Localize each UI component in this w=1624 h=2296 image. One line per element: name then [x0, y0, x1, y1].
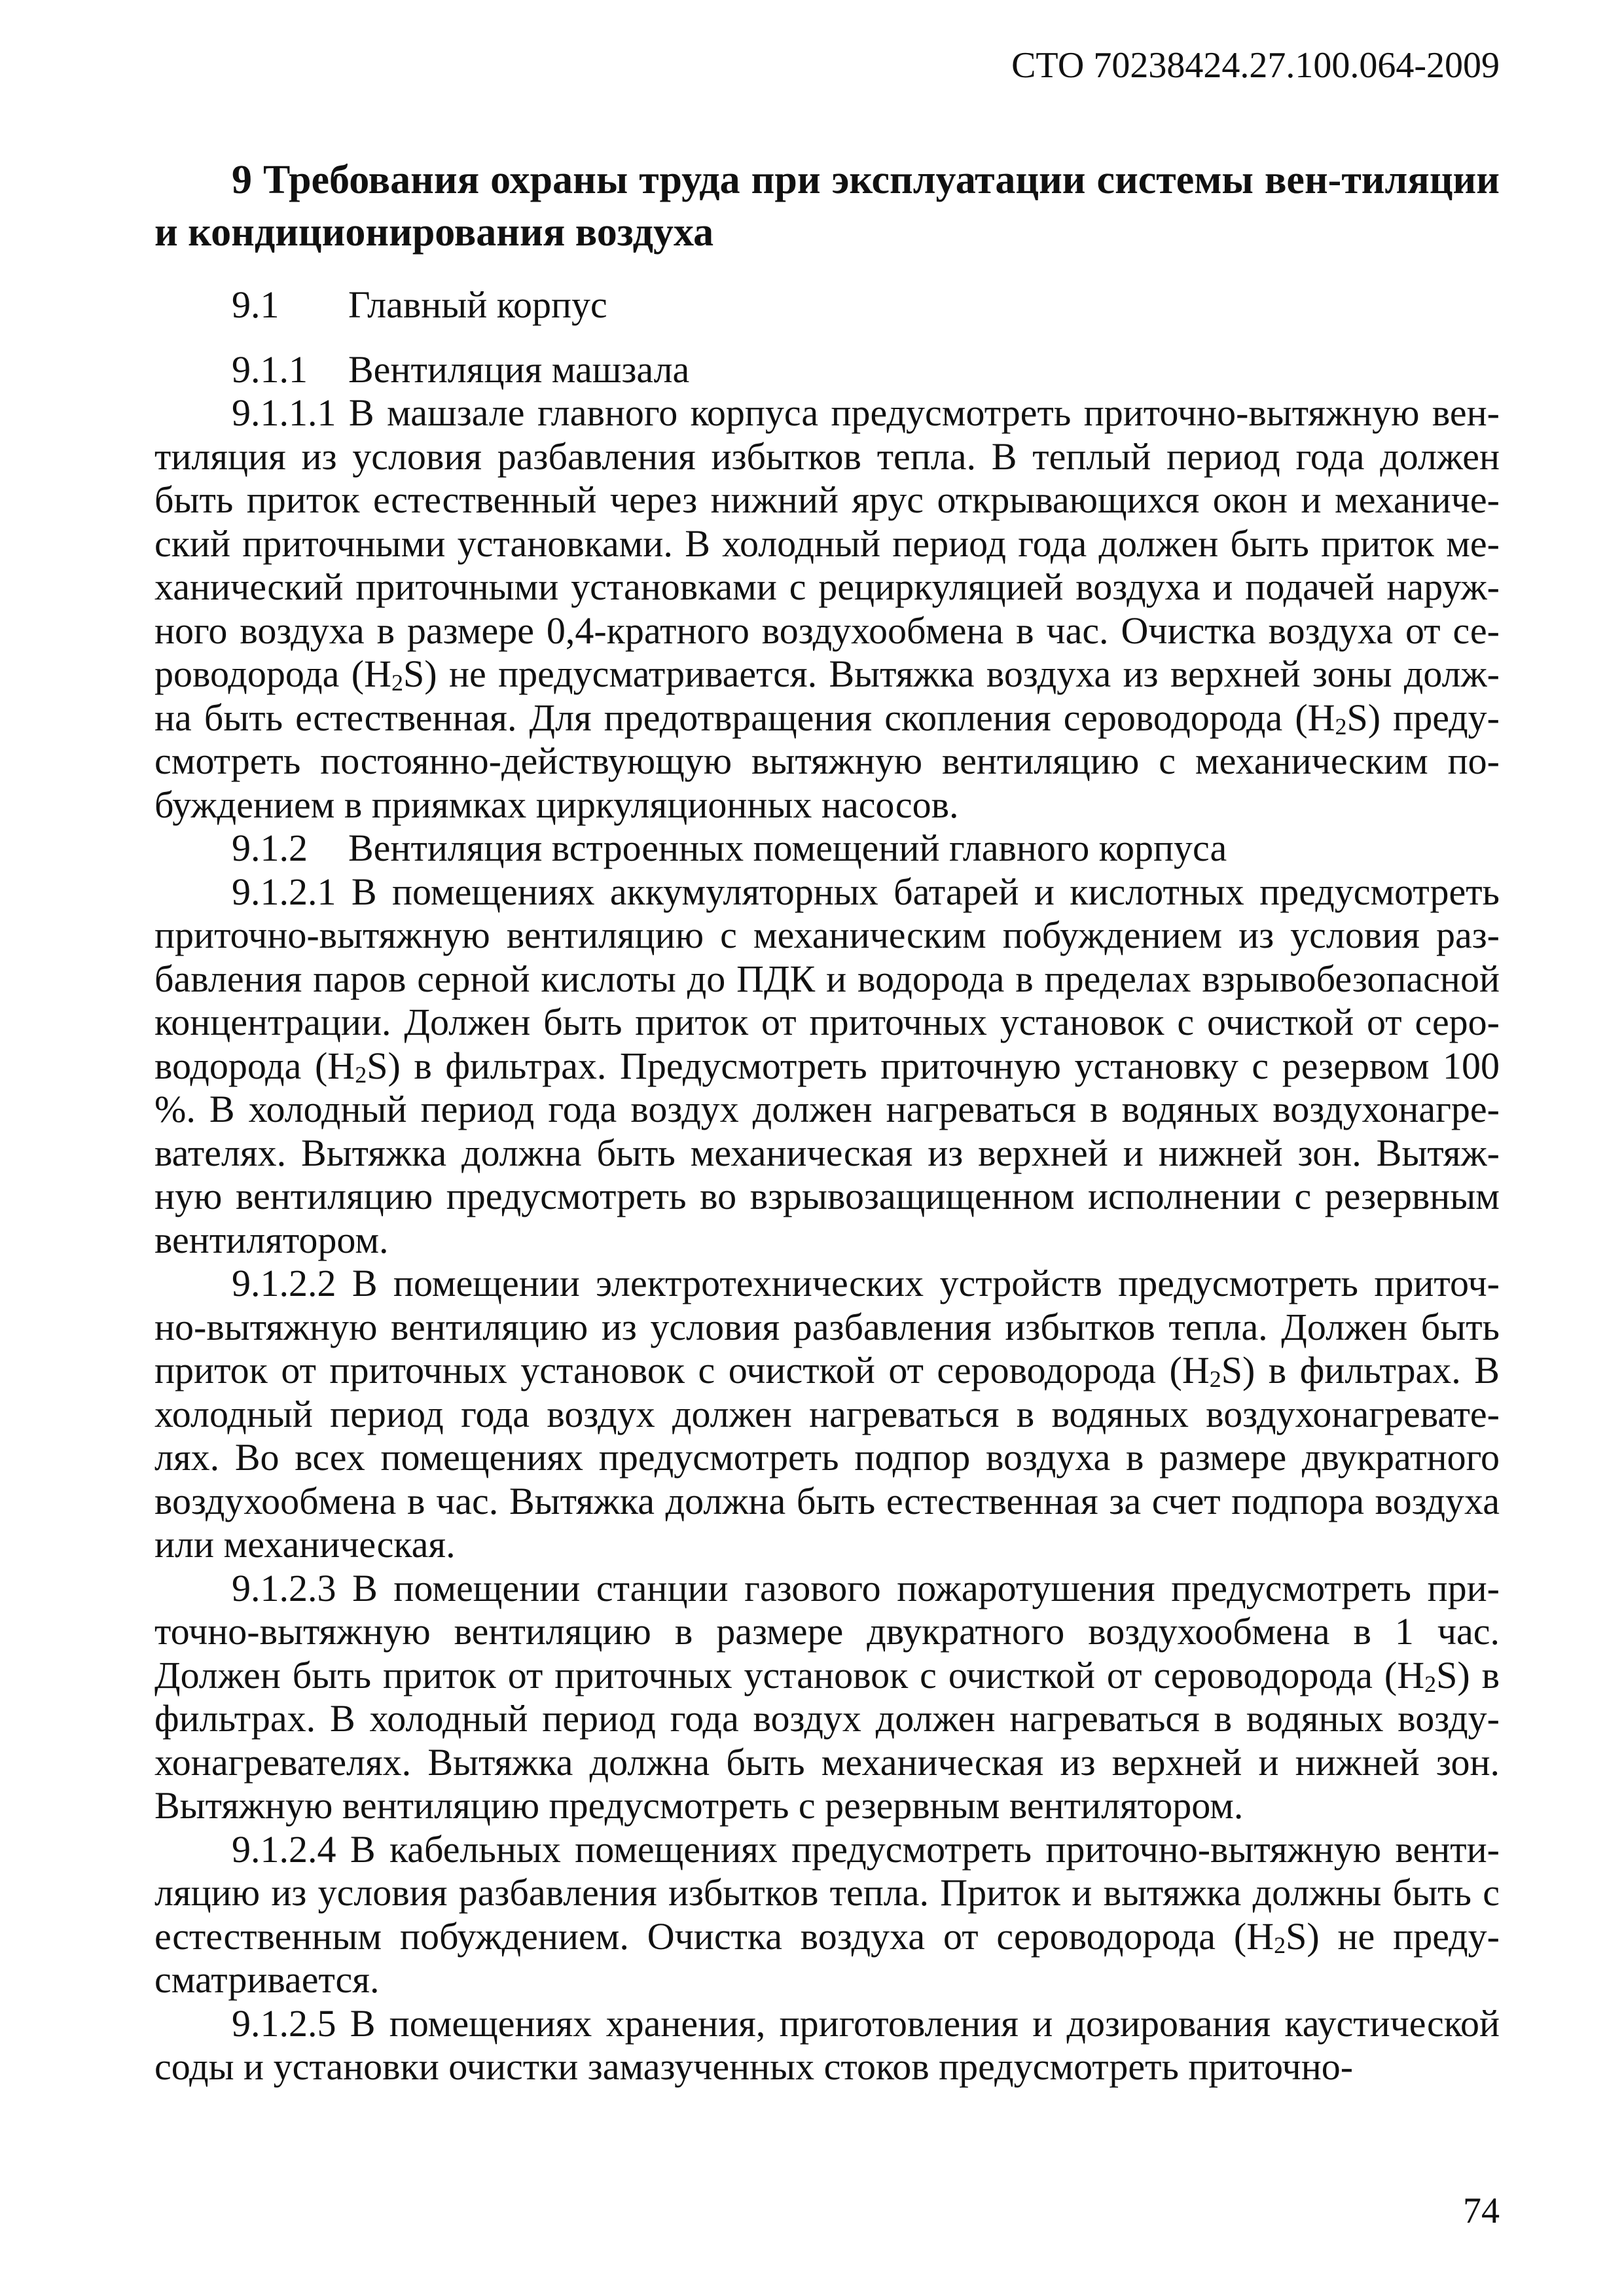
- paragraph-9-1-1-1-part-c: S) преду-смотреть постоянно-действующую вытяжную вентиляцию с механическим по-буждением в приямках циркуляционных насосов.: [154, 696, 1500, 826]
- paragraph-9-1-1-1: [154, 391, 1500, 827]
- paragraph-9-1-2-3: [154, 1567, 1500, 1828]
- heading-9-1-1: [154, 348, 1500, 392]
- heading-9-1-2-number: 9.1.2: [232, 827, 308, 869]
- subscript: 2: [1209, 1366, 1221, 1392]
- paragraph-9-1-2-2: [154, 1262, 1500, 1567]
- subscript: 2: [1274, 1931, 1286, 1958]
- subscript: 2: [1335, 713, 1347, 740]
- heading-9-1-1-number: 9.1.1: [232, 348, 308, 391]
- heading-9-1-2: [154, 827, 1500, 870]
- paragraph-9-1-2-4: [154, 1828, 1500, 2002]
- heading-9-1-2-text: Вентиляция встроенных помещений главного корпуса: [348, 827, 1227, 869]
- paragraph-9-1-2-1-part-a: 9.1.2.1 В помещениях аккумуляторных батарей и кислотных предусмотреть приточно-вытяжную вентиляцию с механическим побуждением из условия раз-бавления паров серной кислоты до ПДК и водорода в пределах взрывобезопасной концентрации. Должен быть приток от приточных установок с очисткой от серо-водорода (H: [154, 870, 1500, 1087]
- section-title: 9 Требования охраны труда при эксплуатации системы вен-тиляции и кондиционирования воздуха: [154, 158, 1500, 255]
- page-content: [154, 154, 1500, 2089]
- document-code: СТО 70238424.27.100.064-2009: [1011, 45, 1500, 86]
- paragraph-9-1-2-5-part-a: 9.1.2.5 В помещениях хранения, приготовления и дозирования каустической соды и установки очистки замазученных стоков предусмотреть приточно-: [154, 2001, 1500, 2088]
- subscript: 2: [391, 670, 403, 696]
- page-number: 74: [1463, 2191, 1500, 2231]
- paragraph-9-1-2-1: [154, 870, 1500, 1263]
- paragraph-9-1-2-4-part-a: 9.1.2.4 В кабельных помещениях предусмотреть приточно-вытяжную венти-ляцию из условия разбавления избытков тепла. Приток и вытяжка должны быть с естественным побуждением. Очистка воздуха от сероводорода (H: [154, 1827, 1500, 1958]
- subscript: 2: [355, 1061, 367, 1088]
- paragraph-9-1-2-4-part-b: S) не преду-сматривается.: [154, 1914, 1500, 2001]
- subscript: 2: [1424, 1670, 1437, 1697]
- paragraph-9-1-2-3-part-a: 9.1.2.3 В помещении станции газового пожаротушения предусмотреть при-точно-вытяжную вентиляцию в размере двукратного воздухообмена в 1 час. Должен быть приток от приточных установок с очисткой от сероводорода (H: [154, 1566, 1500, 1696]
- paragraph-9-1-1-1-part-b: S) не предусматривается. Вытяжка воздуха из верхней зоны долж-на быть естественная. Для предотвращения скопления сероводорода (H: [154, 653, 1500, 739]
- heading-9-1: [154, 283, 1500, 327]
- paragraph-9-1-2-5: [154, 2002, 1500, 2089]
- paragraph-9-1-1-1-part-a: 9.1.1.1 В машзале главного корпуса предусмотреть приточно-вытяжную вен-тиляция из условия разбавления избытков тепла. В теплый период года должен быть приток естественный через нижний ярус открывающихся окон и механиче-ский приточными установками. В холодный период года должен быть приток ме-ханический приточными установками с рециркуляцией воздуха и подачей наруж-ного воздуха в размере 0,4-кратного воздухообмена в час. Очистка воздуха от се-роводорода (H: [154, 391, 1500, 695]
- paragraph-9-1-2-3-part-b: S) в фильтрах. В холодный период года воздух должен нагреваться в водяных возду-хонагревателях. Вытяжка должна быть механическая из верхней и нижней зон. Вытяжную вентиляцию предусмотреть с резервным вентилятором.: [154, 1653, 1500, 1827]
- heading-9-1-number: 9.1: [232, 283, 280, 326]
- heading-9-1-1-text: Вентиляция машзала: [348, 348, 690, 391]
- heading-9-1-text: Главный корпус: [348, 283, 607, 326]
- paragraph-9-1-2-1-part-b: S) в фильтрах. Предусмотреть приточную установку с резервом 100 %. В холодный период года воздух должен нагреваться в водяных воздухонагре-вателях. Вытяжка должна быть механическая из верхней и нижней зон. Вытяж-ную вентиляцию предусмотреть во взрывозащищенном исполнении с резервным вентилятором.: [154, 1044, 1500, 1261]
- paragraph-9-1-2-2-part-b: S) в фильтрах. В холодный период года воздух должен нагреваться в водяных воздухонагревате-лях. Во всех помещениях предусмотреть подпор воздуха в размере двукратного воздухообмена в час. Вытяжка должна быть естественная за счет подпора воздуха или механическая.: [154, 1349, 1500, 1566]
- paragraph-9-1-2-2-part-a: 9.1.2.2 В помещении электротехнических устройств предусмотреть приточ-но-вытяжную вентиляцию из условия разбавления избытков тепла. Должен быть приток от приточных установок с очисткой от сероводорода (H: [154, 1262, 1500, 1391]
